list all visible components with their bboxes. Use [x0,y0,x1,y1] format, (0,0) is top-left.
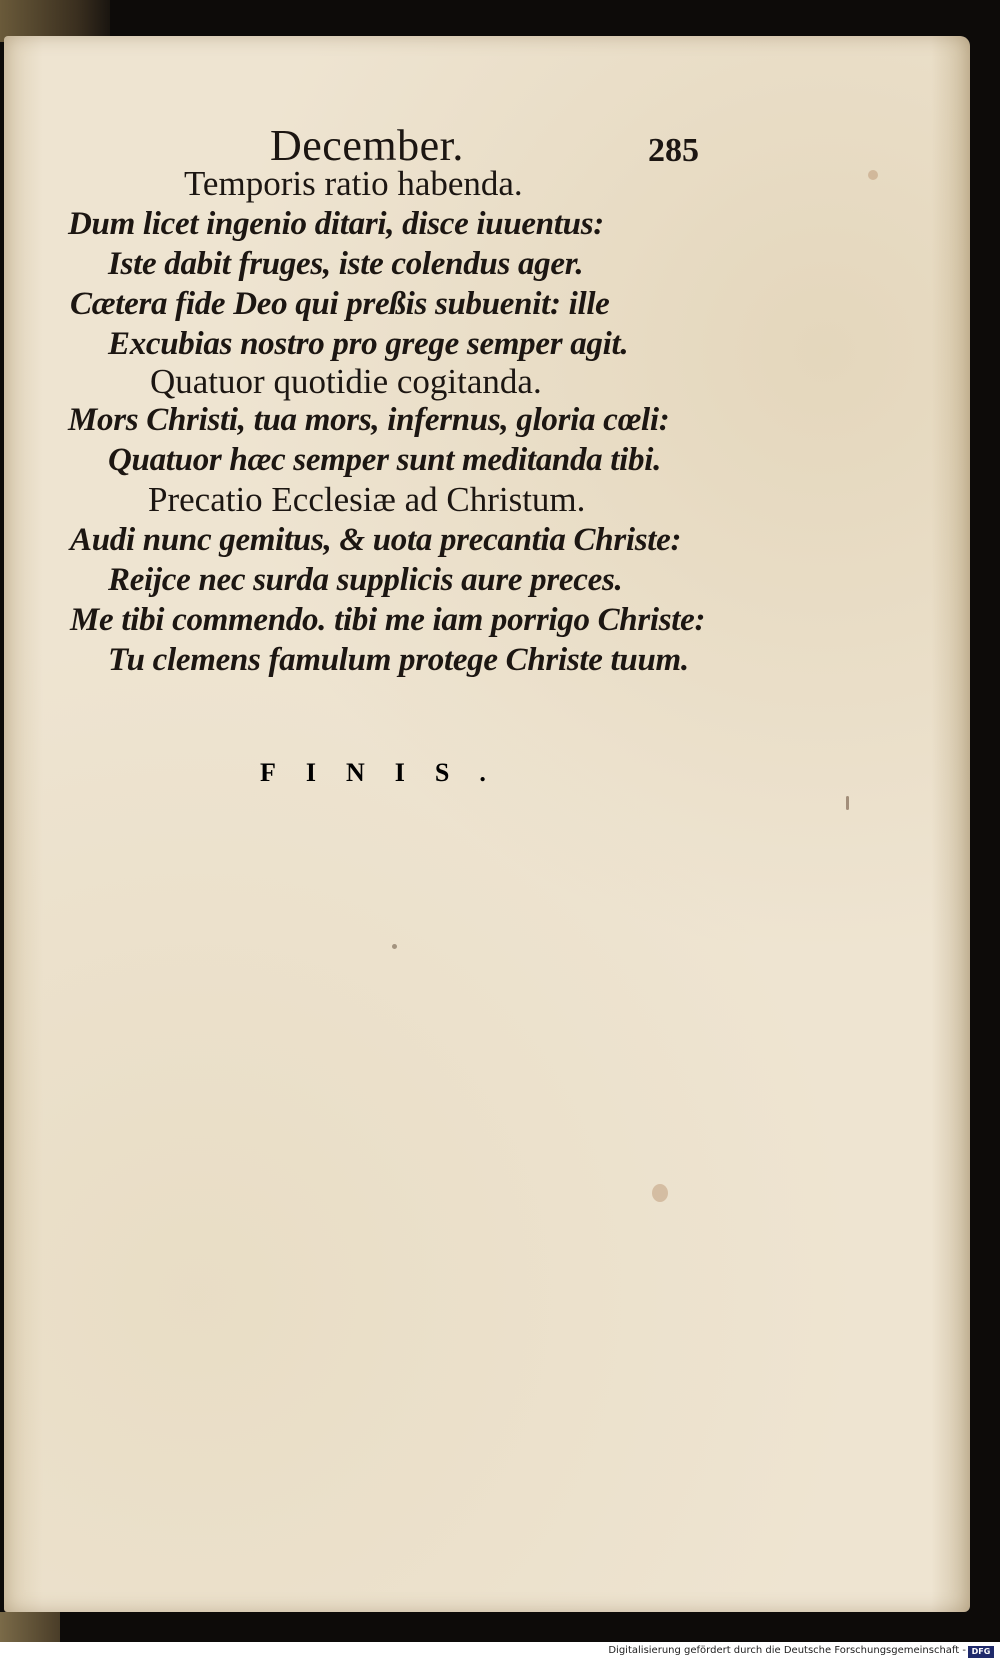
verse-line: Excubias nostro pro grege semper agit. [108,326,629,362]
book-binding-edge-bottom [0,1612,60,1642]
section-title: Temporis ratio habenda. [184,164,523,203]
verse-line: Audi nunc gemitus, & uota precantia Christe: [70,522,682,558]
paper-stain [652,1184,668,1202]
page-text [4,36,970,836]
verse-line: Reijce nec surda supplicis aure preces. [108,562,623,598]
section-title: Quatuor quotidie cogitanda. [150,362,542,401]
verse-line: Dum licet ingenio ditari, disce iuuentus: [68,206,604,242]
page-number: 285 [648,132,699,169]
verse-line: Iste dabit fruges, iste colendus ager. [108,246,584,282]
verse-line: Me tibi commendo. tibi me iam porrigo Christe: [70,602,706,638]
paper-stain [392,944,397,949]
verse-line: Quatuor hæc semper sunt meditanda tibi. [108,442,662,478]
section-title: Precatio Ecclesiæ ad Christum. [148,480,586,519]
verse-line: Mors Christi, tua mors, infernus, gloria cœli: [68,402,670,438]
finis-mark: FINIS. [260,758,516,787]
running-heading: December. [270,121,464,170]
dfg-logo: DFG [968,1646,994,1658]
verse-line: Tu clemens famulum protege Christe tuum. [108,642,689,678]
verse-line: Cætera fide Deo qui preßis subuenit: ille [70,286,610,322]
book-page [4,36,970,1612]
footer-credit: Digitalisierung gefördert durch die Deutsche Forschungsgemeinschaft - [608,1645,966,1656]
